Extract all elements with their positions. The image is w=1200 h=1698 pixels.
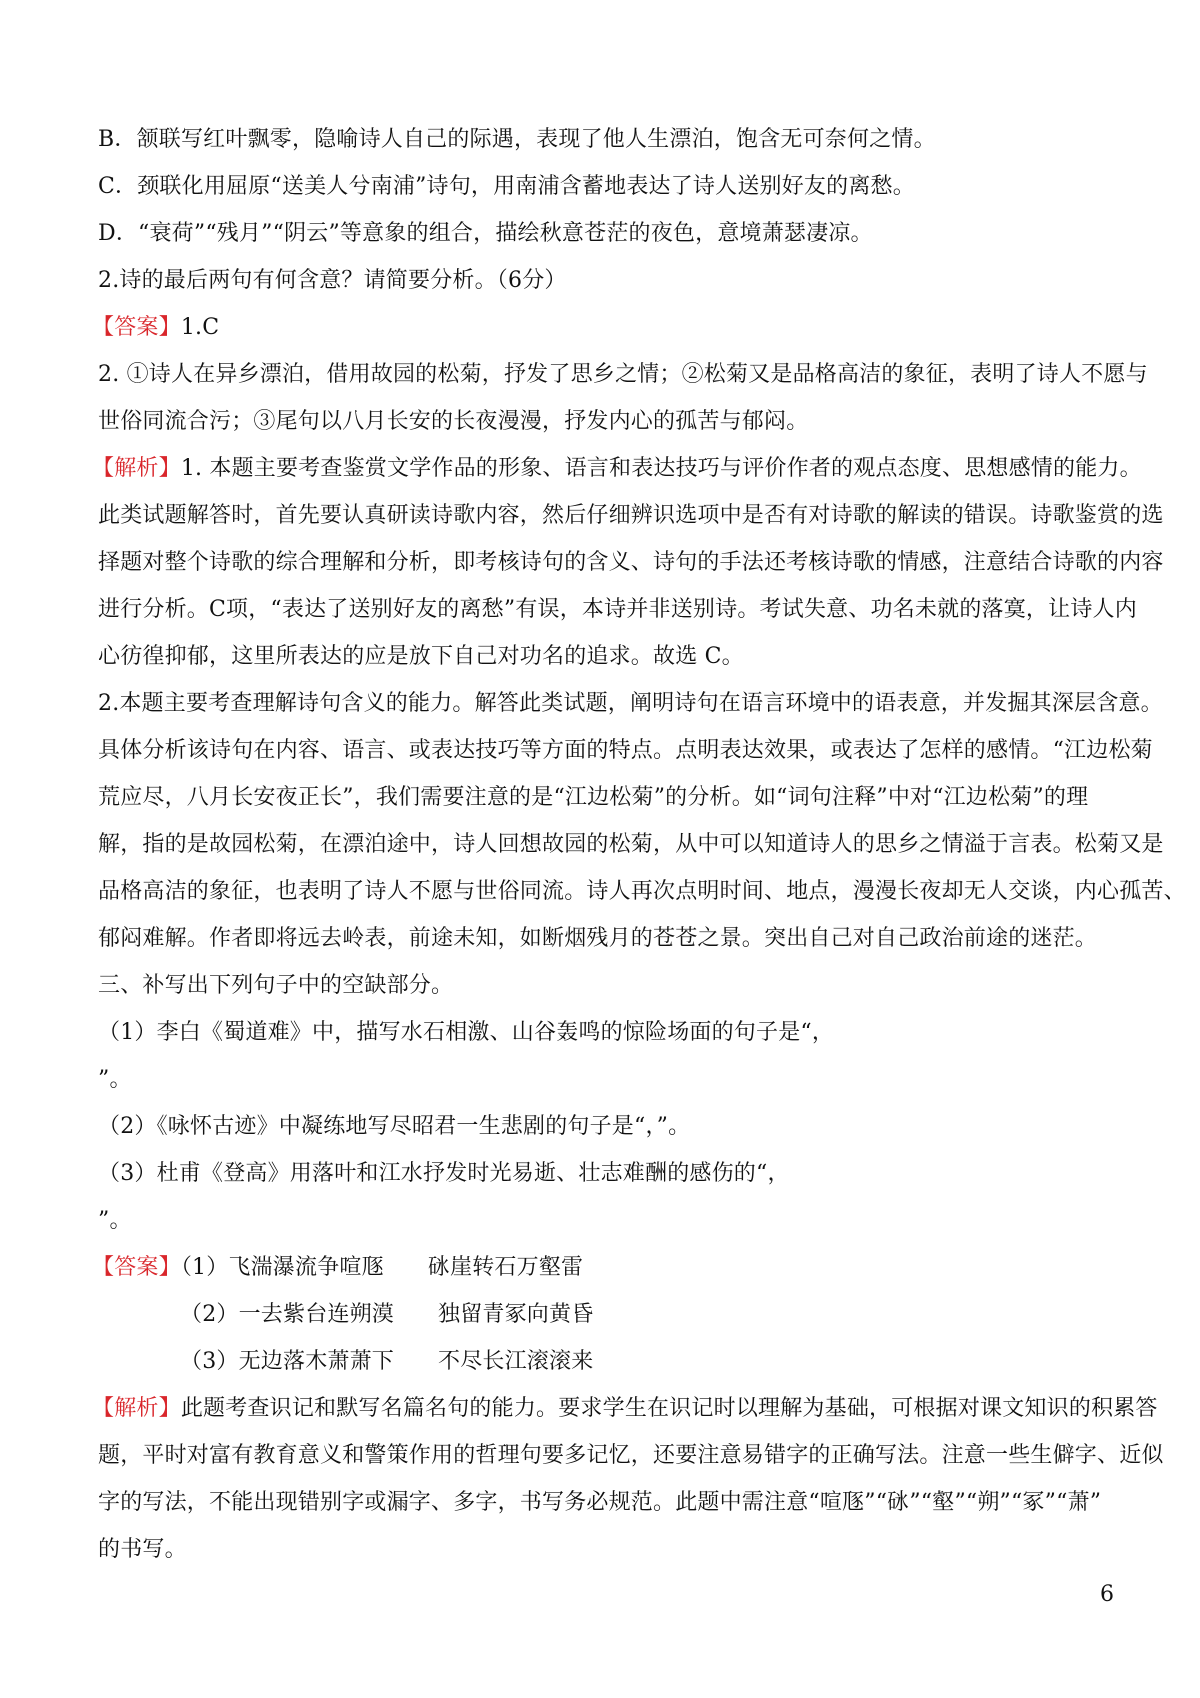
analysis-1-text: 1. 本题主要考查鉴赏文学作品的形象、语言和表达技巧与评价作者的观点态度、思想感情的能力。: [180, 456, 1142, 481]
analysis-3-text: 此题考查识记和默写名篇名句的能力。要求学生在识记时以理解为基础，可根据对课文知识的积累答: [180, 1396, 1158, 1421]
answer-2-line: 世俗同流合污；③尾句以八月长安的长夜漫漫，抒发内心的孤苦与郁闷。: [98, 409, 809, 434]
analysis-1-line: 心彷徨抑郁，这里所表达的应是放下自己对功名的追求。故选 C。: [98, 644, 744, 669]
fill-1-line: ”。: [98, 1067, 132, 1092]
fill-3-line: （3）杜甫《登高》用落叶和江水抒发时光易逝、壮志难酬的感伤的“，: [98, 1161, 790, 1186]
analysis-1-line: 择题对整个诗歌的综合理解和分析，即考核诗句的含义、诗句的手法还考核诗歌的情感，注意结合诗歌的内容: [98, 550, 1164, 575]
analysis-tag: 【解析】: [92, 1396, 181, 1421]
analysis-3-line: 题，平时对富有教育意义和警策作用的哲理句要多记忆，还要注意易错字的正确写法。注意一些生僻字、近似: [98, 1443, 1164, 1468]
answer-tag: 【答案】: [92, 1255, 181, 1280]
analysis-2-line: 2.本题主要考查理解诗句含义的能力。解答此类试题，阐明诗句在语言环境中的语表意，并发掘其深层含意。: [98, 691, 1163, 716]
answer-3-item-1: [92, 1244, 1110, 1291]
answer-3-item2-b: 独留青冢向黄昏: [438, 1302, 594, 1327]
answer-3-item1-b: 砯崖转石万壑雷: [427, 1255, 584, 1280]
analysis-tag: 【解析】: [92, 456, 181, 481]
question-2: 2.诗的最后两句有何含意？请简要分析。（6分）: [98, 268, 567, 293]
analysis-1-line: [92, 445, 1142, 492]
answer-3-item2-a: （2）一去紫台连朔漠: [180, 1302, 394, 1327]
analysis-3-line: [92, 1385, 1158, 1432]
option-d: D．“衰荷”“残月”“阴云”等意象的组合，描绘秋意苍茫的夜色，意境萧瑟凄凉。: [98, 221, 873, 246]
analysis-3-line: 字的写法，不能出现错别字或漏字、多字，书写务必规范。此题中需注意“喧豗”“砯”“壑”“朔”“冢”“萧”: [98, 1490, 1102, 1515]
analysis-2-line: 品格高洁的象征，也表明了诗人不愿与世俗同流。诗人再次点明时间、地点，漫漫长夜却无人交谈，内心孤苦、: [98, 879, 1186, 904]
page-number: 6: [1100, 1582, 1114, 1607]
answer-1-text: 1.C: [180, 315, 220, 340]
analysis-2-line: 具体分析该诗句在内容、语言、或表达技巧等方面的特点。点明表达效果，或表达了怎样的感情。“江边松菊: [98, 738, 1153, 763]
answer-1: [92, 304, 1110, 351]
answer-3-item3-a: （3）无边落木萧萧下: [180, 1349, 394, 1374]
analysis-3-line: 的书写。: [98, 1537, 187, 1562]
fill-1-line: （1）李白《蜀道难》中，描写水石相激、山谷轰鸣的惊险场面的句子是“，: [98, 1020, 835, 1045]
analysis-2-line: 解，指的是故园松菊，在漂泊途中，诗人回想故园的松菊，从中可以知道诗人的思乡之情溢于言表。松菊又是: [98, 832, 1164, 857]
answer-3-item-3: [98, 1338, 1110, 1385]
analysis-2-line: 荒应尽，八月长安夜正长”，我们需要注意的是“江边松菊”的分析。如“词句注释”中对“江边松菊”的理: [98, 785, 1089, 810]
answer-2-line: 2. ①诗人在异乡漂泊，借用故园的松菊，抒发了思乡之情；②松菊又是品格高洁的象征，表明了诗人不愿与: [98, 362, 1148, 387]
analysis-1-line: 进行分析。C项，“表达了送别好友的离愁”有误，本诗并非送别诗。考试失意、功名未就的落寞，让诗人内: [98, 597, 1137, 622]
fill-2: （2）《咏怀古迹》中凝练地写尽昭君一生悲剧的句子是“，”。: [98, 1114, 691, 1139]
analysis-2-line: 郁闷难解。作者即将远去岭表，前途未知，如断烟残月的苍苍之景。突出自己对自己政治前途的迷茫。: [98, 926, 1098, 951]
answer-3-item3-b: 不尽长江滚滚来: [438, 1349, 594, 1374]
answer-tag: 【答案】: [92, 315, 181, 340]
answer-3-item-2: [98, 1291, 1110, 1338]
fill-3-line: ”。: [98, 1208, 132, 1233]
answer-3-item1-a: （1）飞湍瀑流争喧豗: [180, 1255, 384, 1280]
section-3-heading: 三、补写出下列句子中的空缺部分。: [98, 973, 454, 998]
option-b: B．颔联写红叶飘零，隐喻诗人自己的际遇，表现了他人生漂泊，饱含无可奈何之情。: [98, 127, 936, 152]
analysis-1-line: 此类试题解答时，首先要认真研读诗歌内容，然后仔细辨识选项中是否有对诗歌的解读的错误。诗歌鉴赏的选: [98, 503, 1164, 528]
option-c: C．颈联化用屈原“送美人兮南浦”诗句，用南浦含蓄地表达了诗人送别好友的离愁。: [98, 174, 915, 199]
document-page: [92, 116, 1186, 1573]
